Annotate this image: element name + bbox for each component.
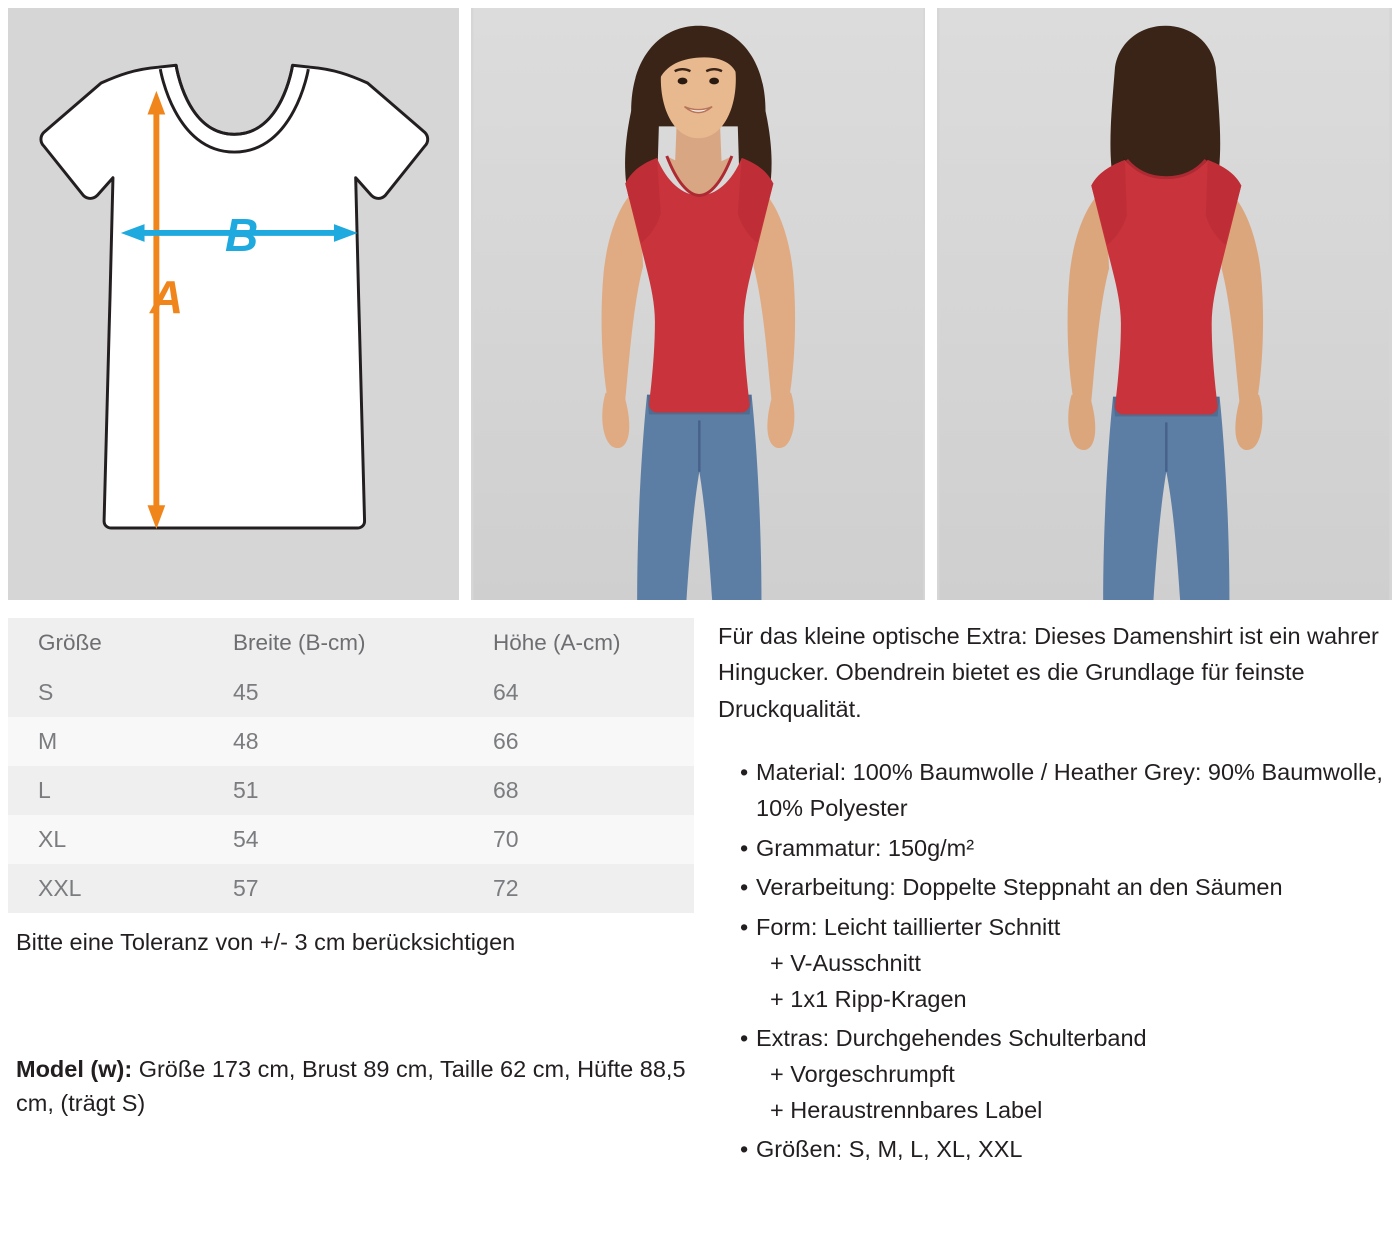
table-row xyxy=(8,864,694,913)
feature-sub: + 1x1 Ripp-Kragen xyxy=(770,985,967,1012)
feature-text: Grammatur: 150g/m² xyxy=(756,834,975,861)
diagram-label-b: B xyxy=(225,209,259,261)
size-table-header-row xyxy=(8,618,694,668)
cell-size: M xyxy=(8,717,203,766)
cell-size: L xyxy=(8,766,203,815)
feature-text: Form: Leicht taillierter Schnitt xyxy=(756,914,1061,941)
cell-width: 57 xyxy=(203,864,463,913)
size-table-column xyxy=(8,618,708,1172)
cell-height: 72 xyxy=(463,864,694,913)
description-column xyxy=(708,618,1392,1172)
product-image-row xyxy=(0,0,1400,600)
feature-sub: + Heraustrennbares Label xyxy=(770,1096,1043,1123)
model-front-photo xyxy=(471,8,926,600)
feature-sub: + V-Ausschnitt xyxy=(770,949,921,976)
model-note xyxy=(8,1052,708,1120)
cell-height: 68 xyxy=(463,766,694,815)
feature-list xyxy=(718,755,1392,1168)
description-intro: Für das kleine optische Extra: Dieses Damenshirt ist ein wahrer Hingucker. Obendrein bietet es die Grundlage für feinste Druckqualität. xyxy=(718,623,1379,722)
list-item xyxy=(740,755,1392,826)
table-row xyxy=(8,815,694,864)
list-item xyxy=(740,870,1392,906)
model-front-illustration xyxy=(471,8,926,600)
table-row xyxy=(8,766,694,815)
feature-text: Größen: S, M, L, XL, XXL xyxy=(756,1136,1023,1163)
cell-size: XL xyxy=(8,815,203,864)
cell-height: 70 xyxy=(463,815,694,864)
list-item xyxy=(740,1132,1392,1168)
size-table xyxy=(8,618,694,913)
cell-height: 66 xyxy=(463,717,694,766)
header-size: Größe xyxy=(8,618,203,668)
model-note-label: Model (w): xyxy=(16,1056,133,1082)
feature-sub: + Vorgeschrumpft xyxy=(770,1061,955,1088)
details-section xyxy=(0,600,1400,1172)
diagram-label-a: A xyxy=(150,271,184,323)
list-item xyxy=(740,831,1392,867)
cell-width: 45 xyxy=(203,668,463,717)
cell-height: 64 xyxy=(463,668,694,717)
model-note-text: Größe 173 cm, Brust 89 cm, Taille 62 cm, Hüfte 88,5 cm, (trägt S) xyxy=(16,1056,686,1117)
list-item xyxy=(740,910,1392,1017)
feature-text: Material: 100% Baumwolle / Heather Grey: 90% Baumwolle, 10% Polyester xyxy=(756,759,1383,821)
cell-size: XXL xyxy=(8,864,203,913)
measurement-diagram xyxy=(8,8,459,600)
shirt-outline-svg xyxy=(8,8,459,600)
header-width: Breite (B-cm) xyxy=(203,618,463,668)
model-back-illustration xyxy=(937,8,1392,600)
cell-width: 48 xyxy=(203,717,463,766)
cell-size: S xyxy=(8,668,203,717)
feature-text: Verarbeitung: Doppelte Steppnaht an den Säumen xyxy=(756,874,1283,901)
cell-width: 54 xyxy=(203,815,463,864)
feature-text: Extras: Durchgehendes Schulterband xyxy=(756,1025,1147,1052)
table-row xyxy=(8,668,694,717)
table-row xyxy=(8,717,694,766)
header-height: Höhe (A-cm) xyxy=(463,618,694,668)
tolerance-note: Bitte eine Toleranz von +/- 3 cm berücksichtigen xyxy=(16,929,516,955)
model-back-photo xyxy=(937,8,1392,600)
cell-width: 51 xyxy=(203,766,463,815)
list-item xyxy=(740,1021,1392,1128)
